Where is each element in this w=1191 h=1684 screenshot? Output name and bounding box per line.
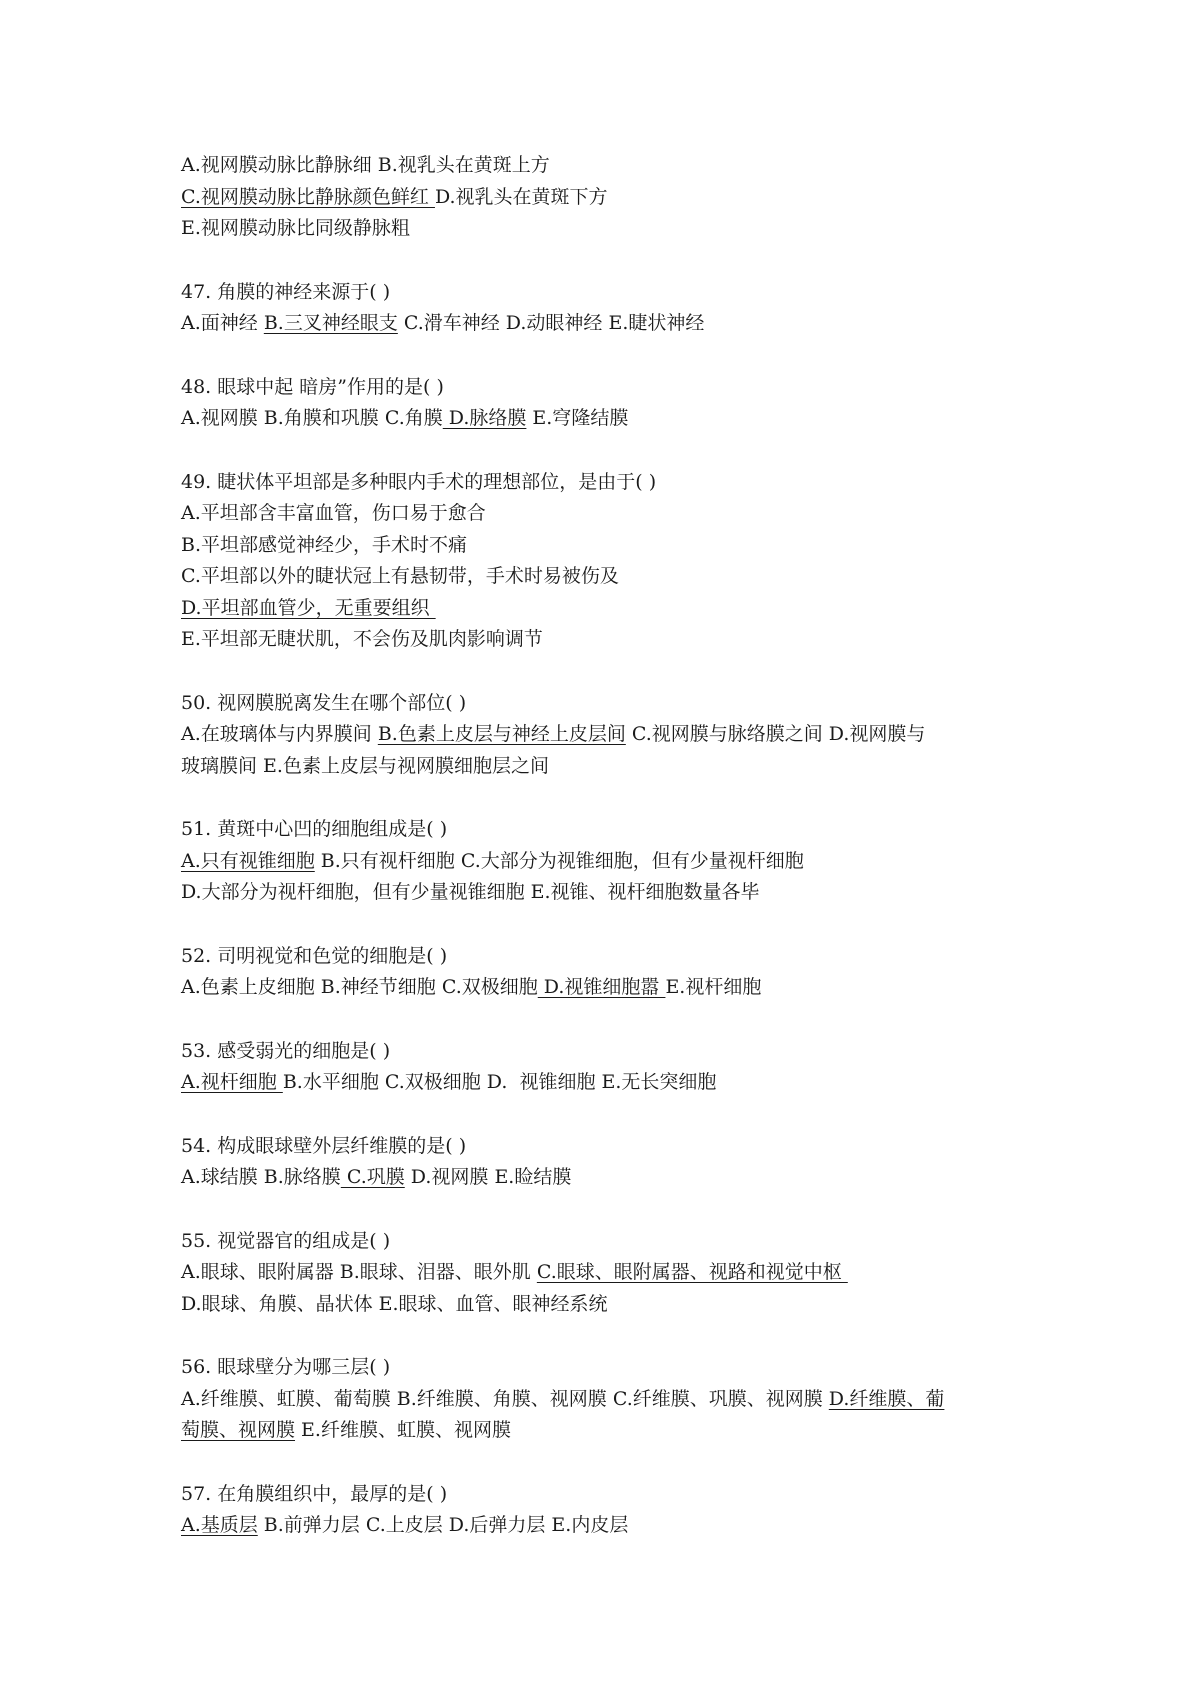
option-text: A.色素上皮细胞 B.神经节细胞 C.双极细胞 [181,976,538,998]
q56-correct-answer-cont: 萄膜、视网膜 [181,1419,296,1441]
q49-title [181,467,1041,499]
document-page [181,150,1041,1542]
q46-option-d: D.视乳头在黄斑下方 [434,185,608,208]
question-text: 48. 眼球中起 暗房”作用的是( ) [181,375,444,398]
option-text: A.眼球、眼附属器 B.眼球、泪器、眼外肌 [181,1261,537,1283]
q55-correct-answer: C.眼球、眼附属器、视路和视觉中枢 [536,1261,848,1283]
option-text: E.平坦部无睫状肌，不会伤及肌肉影响调节 [181,628,543,650]
question-text: 50. 视网膜脱离发生在哪个部位( ) [181,691,467,714]
q46-options-line-2 [181,182,1041,214]
q50-options-line-1 [181,719,1041,751]
q51-options-line-2 [181,877,1041,909]
q55-options-line-1 [181,1257,1041,1289]
q46-options-line-1 [181,150,1041,182]
option-text: C.平坦部以外的睫状冠上有悬韧带，手术时易被伤及 [181,565,619,587]
question-text: 47. 角膜的神经来源于( ) [181,280,391,303]
q57-options [181,1510,1041,1542]
option-text: E.穹隆结膜 [526,407,629,429]
q54-correct-answer: C.巩膜 [340,1166,405,1188]
q49-option-e [181,624,1041,656]
q55-options-line-2 [181,1289,1041,1321]
q46-options-line-3 [181,213,1041,245]
q51-correct-answer: A.只有视锥细胞 [181,849,315,872]
option-text: C.视网膜与脉络膜之间 D.视网膜与 [625,723,926,745]
q52-options [181,972,1041,1004]
question-text: 54. 构成眼球壁外层纤维膜的是( ) [181,1134,467,1157]
q53-title [181,1036,1041,1068]
q56-correct-answer: D.纤维膜、葡 [828,1387,945,1410]
q48-title [181,372,1041,404]
question-text: 56. 眼球壁分为哪三层( ) [181,1356,391,1378]
q47-options [181,308,1041,340]
q50-title [181,688,1041,720]
question-text: 51. 黄斑中心凹的细胞组成是( ) [181,818,448,840]
question-text: 53. 感受弱光的细胞是( ) [181,1039,391,1062]
q50-options-line-2 [181,751,1041,783]
option-text: A.平坦部含丰富血管，伤口易于愈合 [181,502,486,524]
option-text: A.在玻璃体与内界膜间 [181,723,378,745]
q49-option-a [181,498,1041,530]
option-text: E.视杆细胞 [665,976,762,998]
option-text: A.纤维膜、虹膜、葡萄膜 B.纤维膜、角膜、视网膜 C.纤维膜、巩膜、视网膜 [181,1387,829,1410]
q54-options [181,1162,1041,1194]
option-text: D.视网膜 E.睑结膜 [404,1166,572,1188]
q56-options-line-2 [181,1415,1041,1447]
q53-correct-answer: A.视杆细胞 [181,1071,283,1093]
q46-correct-answer: C.视网膜动脉比静脉颜色鲜红 [181,185,435,208]
q49-option-d [181,593,1041,625]
option-text: 玻璃膜间 E.色素上皮层与视网膜细胞层之间 [181,754,549,777]
option-text: A.面神经 [181,312,264,334]
option-text: C.滑车神经 D.动眼神经 E.睫状神经 [397,312,705,334]
q46-option-ab: A.视网膜动脉比静脉细 B.视乳头在黄斑上方 [181,154,550,176]
question-text: 52. 司明视觉和色觉的细胞是( ) [181,944,448,967]
q52-correct-answer: D.视锥细胞嚣 [537,976,666,998]
option-text: D.大部分为视杆细胞，但有少量视锥细胞 E.视锥、视杆细胞数量各毕 [181,881,760,903]
option-text: D.眼球、角膜、晶状体 E.眼球、血管、眼神经系统 [181,1292,608,1315]
q57-correct-answer: A.基质层 [181,1514,258,1536]
q49-option-b [181,530,1041,562]
option-text: B.水平细胞 C.双极细胞 D. 视锥细胞 E.无长突细胞 [282,1071,717,1093]
q48-correct-answer: D.脉络膜 [442,407,527,429]
option-text: B.前弹力层 C.上皮层 D.后弹力层 E.内皮层 [257,1514,629,1536]
q57-title [181,1479,1041,1511]
option-text: B.平坦部感觉神经少，手术时不痛 [181,533,468,556]
q51-options-line-1 [181,846,1041,878]
q55-title [181,1226,1041,1258]
option-text: A.视网膜 B.角膜和巩膜 C.角膜 [181,407,443,429]
q50-correct-answer: B.色素上皮层与神经上皮层间 [377,723,626,745]
question-text: 57. 在角膜组织中，最厚的是( ) [181,1482,448,1505]
q56-options-line-1 [181,1384,1041,1416]
option-text: E.纤维膜、虹膜、视网膜 [295,1419,511,1441]
q54-title [181,1131,1041,1163]
q49-option-c [181,561,1041,593]
q47-correct-answer: B.三叉神经眼支 [263,312,398,334]
option-text: B.只有视杆细胞 C.大部分为视锥细胞，但有少量视杆细胞 [314,849,804,872]
question-text: 49. 睫状体平坦部是多种眼内手术的理想部位，是由于( ) [181,470,657,493]
option-text: A.球结膜 B.脉络膜 [181,1166,341,1188]
q53-options [181,1067,1041,1099]
q52-title [181,941,1041,973]
q47-title [181,277,1041,309]
q56-title [181,1352,1041,1384]
question-text: 55. 视觉器官的组成是( ) [181,1229,391,1252]
q49-correct-answer: D.平坦部血管少，无重要组织 [181,596,436,619]
q48-options [181,403,1041,435]
q46-option-e: E.视网膜动脉比同级静脉粗 [181,217,410,239]
q51-title [181,814,1041,846]
